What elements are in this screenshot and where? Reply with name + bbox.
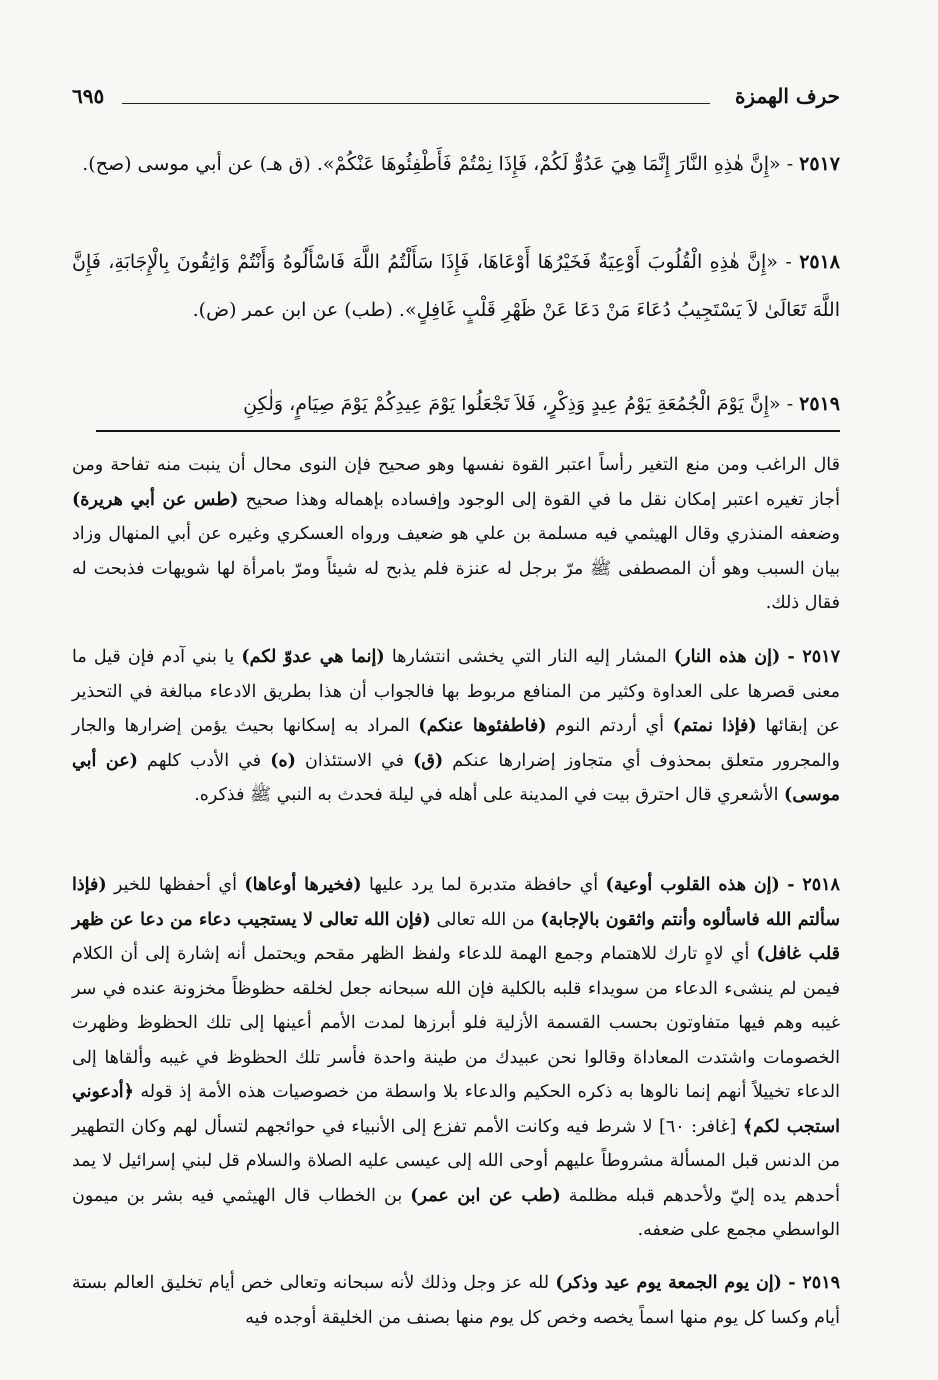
page-header [72,82,840,116]
source-ref: (طب عن ابن عمر) [410,1185,561,1206]
commentary-text: [غافر: ٦٠] لا شرط فيه وكانت الأمم تفزع إلى الأنبياء في حوائجهم لتسأل لهم وكان التطهير من الدنس قبل المسألة مشروطاً عليهم أوحى الله إلى عيسى عليه الصلاة والسلام قل لبني إسرائيل لا يمد أحدهم يده إليّ ولأحدهم قبله مظلمة [72,1116,840,1206]
quoted-phrase: (إن هذه القلوب أوعية) [605,875,780,895]
commentary-text: المراد به إسكانها بحيث يؤمن إضرارها والجار والمجرور متعلق بمحذوف أي متجاوز إضرارها عنكم [72,716,840,771]
source-ref: (عن أبي موسى) [72,750,840,805]
page-number: ٦٩٥ [72,84,105,108]
source-ref: (ق) [413,750,444,771]
quoted-phrase: (إن يوم الجمعة يوم عيد وذكر) [555,1273,782,1293]
quoted-phrase: (إنما هي عدوّ لكم) [241,647,385,667]
chapter-title: حرف الهمزة [734,84,840,108]
hadith-2517: ٢٥١٧ - «إِنَّ هٰذِهِ النَّارَ إِنَّمَا هِيَ عَدُوٌّ لَكُمْ، فَإِذَا نِمْتُمْ فَأَطْفِئُوهَا عَنْكُمْ». (ق هـ) عن أبي موسى (صح). [82,153,840,175]
quran-quote: ﴿أدعوني استجب لكم﴾ [72,1082,840,1137]
commentary-2517 [72,640,840,813]
commentary-text: لله عز وجل وذلك لأنه سبحانه وتعالى خص أيام تخليق العالم بستة أيام وكسا كل يوم منها اسماً يخصه وخص كل يوم منها بصنف من الخليقة أوجده فيه [72,1273,840,1328]
source-ref: (طس عن أبي هريرة) [72,489,239,510]
footnote-separator [96,430,840,432]
quoted-phrase: (فإذا نمتم) [672,716,757,736]
hadith-2519: ٢٥١٩ - «إِنَّ يَوْمَ الْجُمُعَةِ يَوْمُ عِيدٍ وَذِكْرٍ، فَلاَ تَجْعَلُوا يَوْمَ عِيدِكُمْ يَوْمَ صِيَامٍ، وَلٰكِنِ [243,393,840,415]
quoted-phrase: (فاطفئوها عنكم) [418,716,547,736]
commentary-text: أي لاهٍ تارك للاهتمام وجمع الهمة للدعاء ولفظ الظهر مقحم ويحتمل أنه إشارة إلى أن الكلام فيمن لم ينشىء الدعاء من سويداء قلبه بالكلية فإن الله سبحانه جعل لخلقه حظوظاً مخزونة عنده في سر غيبه وهم فيها متفاوتون بحسب القسمة الأزلية فلو أبرزها لمدت الأمم أعينها إلى تلك الحظوظ وظهرت الخصومات واشتدت المعاداة وقالوا نحن عبيدك من طينة واحدة فأسر تلك الحظوظ في غيبه وألقاها إلى الدعاء تخييلاً أنهم إنما نالوها به ذكره الحكيم والدعاء بلا واسطة من خصوصيات هذه الأمة إذ قوله [72,944,840,1102]
quoted-phrase: (فإن الله تعالى لا يستجيب دعاء من دعا عن ظهر قلب غافل) [72,909,840,964]
commentary-text: بن الخطاب قال الهيثمي فيه بشر بن ميمون الواسطي مجمع على ضعفه. [72,1185,840,1240]
commentary-text: يا بني آدم فإن قيل ما معنى قصرها على العداوة وكثير من المنافع مربوط بها فالجواب أن هذا بطريق الادعاء مبالغة في التحذير عن إبقائها [72,647,840,736]
commentary-number: ٢٥١٨ - [787,875,840,895]
hadith-number: ٢٥١٩ [799,393,840,415]
commentary-number: ٢٥١٧ - [787,647,840,667]
commentary-number: ٢٥١٩ - [788,1273,840,1293]
commentary-intro [72,448,840,621]
commentary-text: أي أردتم النوم [555,716,665,736]
commentary-2518 [72,868,840,1248]
commentary-text: الأشعري قال احترق بيت في المدينة على أهله في ليلة فحدث به النبي ﷺ فذكره. [194,785,779,805]
quoted-phrase: (فإذا سألتم الله فاسألوه وأنتم واثقون بالإجابة) [72,875,840,930]
source-ref: (ه) [270,750,296,771]
hadith-number: ٢٥١٧ [799,153,840,175]
hadith-text: «إِنَّ هٰذِهِ النَّارَ إِنَّمَا هِيَ عَدُوٌّ لَكُمْ، فَإِذَا نِمْتُمْ فَأَطْفِئُوهَا عَنْكُمْ». (ق هـ) عن أبي موسى (صح). [82,153,781,175]
hadith-number: ٢٥١٨ [799,251,841,273]
hadith-2518: ٢٥١٨ - «إِنَّ هٰذِهِ الْقُلُوبَ أَوْعِيَةٌ فَخَيْرُهَا أَوْعَاهَا، فَإِذَا سَأَلْتُمُ اللَّهَ فَاسْأَلُوهُ وَأَنْتُمْ وَاثِقُونَ بِالْإِجَابَةِ، فَإِنَّ اللَّهَ تَعَالَىٰ لاَ يَسْتَجِيبُ دُعَاءَ مَنْ دَعَا عَنْ ظَهْرِ قَلْبٍ غَافِلٍ». (طب) عن ابن عمر (ض). [72,251,841,321]
commentary-text: من الله تعالى [436,909,535,930]
quoted-phrase: (فخيرها أوعاها) [244,875,362,895]
commentary-text: المشار إليه النار التي يخشى انتشارها [391,647,667,667]
commentary-text: قال الراغب ومن منع التغير رأساً اعتبر القوة نفسها وهو صحيح فإن النوى محال أن ينبت منه تفاحة ومن أجاز تغيره اعتبر إمكان نقل ما في القوة إلى الوجود وإفساده بإهماله وهذا صحيح [72,455,840,510]
quoted-phrase: (إن هذه النار) [673,647,781,667]
commentary-text: وضعفه المنذري وقال الهيثمي فيه مسلمة بن علي هو ضعيف ورواه العسكري وغيره عن أبي المنهال وزاد بيان السبب وهو أن المصطفى ﷺ مرّ برجل له عنزة فلم يذبح له شيئاً ومرّ بامرأة لها شويهات فذبحت له فقال ذلك. [72,524,840,613]
commentary-text: في الأدب كلهم [147,750,262,771]
header-rule [122,103,710,104]
hadith-text: «إِنَّ يَوْمَ الْجُمُعَةِ يَوْمُ عِيدٍ وَذِكْرٍ، فَلاَ تَجْعَلُوا يَوْمَ عِيدِكُمْ يَوْمَ صِيَامٍ، وَلٰكِنِ [243,393,781,415]
commentary-text: أي أحفظها للخير [114,875,237,895]
commentary-2519 [72,1266,840,1335]
hadith-text: «إِنَّ هٰذِهِ الْقُلُوبَ أَوْعِيَةٌ فَخَيْرُهَا أَوْعَاهَا، فَإِذَا سَأَلْتُمُ اللَّهَ فَاسْأَلُوهُ وَأَنْتُمْ وَاثِقُونَ بِالْإِجَابَةِ، فَإِنَّ اللَّهَ تَعَالَىٰ لاَ يَسْتَجِيبُ دُعَاءَ مَنْ دَعَا عَنْ ظَهْرِ قَلْبٍ غَافِلٍ». (طب) عن ابن عمر (ض). [72,251,840,321]
commentary-text: في الاستئذان [305,750,404,771]
commentary-text: أي حافظة متدبرة لما يرد عليها [368,875,599,895]
